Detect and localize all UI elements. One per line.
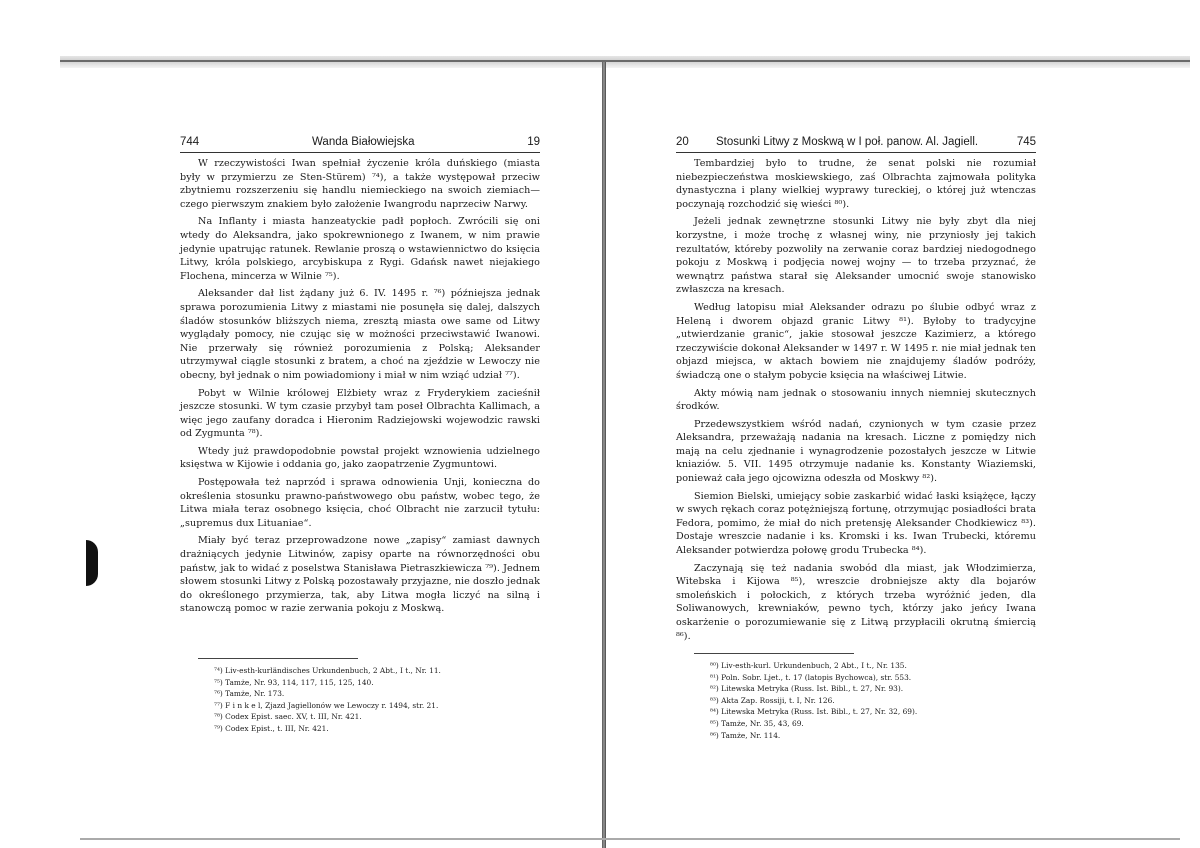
left-header-author: Wanda Białowiejska [312,136,415,148]
footnote: ⁷⁵) Tamże, Nr. 93, 114, 117, 115, 125, 140. [214,677,374,687]
left-footnotes-block [180,658,540,735]
binding-hole-mark [86,540,98,586]
right-body-text [676,157,1036,643]
footnote: ⁷⁴) Liv-esth-kurländisches Urkundenbuch, 2 Abt., I t., Nr. 11. [214,666,441,675]
paragraph: Na Inflanty i miasta hanzeatyckie padł popłoch. Zwrócili się oni wtedy do Aleksandra, jako spokrewnionego z Iwanem, w nim prawie jedynie upatrując ratunek. Rewlanie proszą o wstawiennictwo do księcia Litwy, króla polskiego, arcybiskupa z Rygi. Gdańsk nawet niejakiego Flochena, mincerza w Wilnie ⁷⁵). [180,216,540,282]
book-gutter [602,62,606,848]
footnote: ⁸⁰) Liv-esth-kurl. Urkundenbuch, 2 Abt., I t., Nr. 135. [710,661,907,670]
footnote: ⁸⁵) Tamże, Nr. 35, 43, 69. [710,718,804,728]
scan-edge-bottom [80,838,1180,840]
right-page-number: 745 [1016,136,1036,148]
paragraph: W rzeczywistości Iwan spełniał życzenie króla duńskiego (miasta były w przymierzu ze Sten-Stürem) ⁷⁴), a także występował przeciw zbytniemu rozszerzeniu się handlu niemieckiego na swoich ziemiach— czego pierwszym znakiem było założenie Iwangrodu naprzeciw Narwy. [180,158,540,210]
left-footnotes [180,665,540,735]
right-original-page-number: 20 [676,136,689,148]
footnote: ⁷⁶) Tamże, Nr. 173. [214,689,285,699]
right-header-title: Stosunki Litwy z Moskwą w I poł. panow. Al. Jagiell. [716,136,979,148]
left-page [180,130,540,616]
scan-edge-top [60,56,1190,68]
paragraph: Postępowała też naprzód i sprawa odnowienia Unji, konieczna do określenia stosunku prawno-państwowego obu państw, wobec tego, że Litwa miała teraz osobnego księcia, choć Olbracht nie zarzucił tytułu: „supremus dux Lituaniae“. [180,477,540,529]
footnote: ⁸²) Litewska Metryka (Russ. Ist. Bibl., t. 27, Nr. 93). [710,684,904,694]
left-footnote-rule [198,658,358,659]
paragraph: Pobyt w Wilnie królowej Elżbiety wraz z Fryderykiem zacieśnił jeszcze stosunki. W tym czasie przybył tam poseł Olbrachta Kallimach, a więc jego zaufany doradca i Hieronim Radziejowski wojewodzic rawski od Zygmunta ⁷⁸). [180,387,540,440]
paragraph: Jeżeli jednak zewnętrzne stosunki Litwy nie były zbyt dla niej korzystne, i może trochę z własnej winy, nie przyniosły jej takich rezultatów, któreby pozwoliły na zerwanie coraz bardziej niedogodnego pokoju z Moskwą i podjęcia nowej wojny — to trzeba przyznać, że wewnątrz państwa starał się Aleksander umocnić swoje stanowisko zwłaszcza na kresach. [676,216,1036,296]
scan-edge-line [60,60,1190,62]
right-page [676,130,1036,643]
footnote: ⁸³) Akta Zap. Rossiji, t. I, Nr. 126. [710,695,835,705]
right-footnotes-block [676,653,1036,741]
paragraph: Akty mówią nam jednak o stosowaniu innych niemniej skutecznych środków. [676,387,1036,413]
right-footnote-rule [694,653,854,654]
left-page-number: 744 [180,136,200,148]
left-running-head [180,130,540,152]
footnote: ⁸⁶) Tamże, Nr. 114. [710,730,781,740]
footnote: ⁸⁴) Litewska Metryka (Russ. Ist. Bibl., t. 27, Nr. 32, 69). [710,707,918,717]
right-running-head [676,130,1036,152]
paragraph: Miały być teraz przeprowadzone nowe „zapisy“ zamiast dawnych drażniących jedynie Litwinów, zapisy oparte na równorzędności obu państw, jak to widać z poselstwa Stanisława Pietraszkiewicza ⁷⁹). Jednem słowem stosunki Litwy z Polską pozostawały przyjazne, nie doszło jednak do określonego przymierza, tak, aby Litwa mogła liczyć na silną i stanowczą pomoc w razie zerwania pokoju z Moskwą. [180,535,540,615]
footnote: ⁷⁷) F i n k e l, Zjazd Jagiellonów we Lewoczy r. 1494, str. 21. [214,700,439,710]
paragraph: Zaczynają się też nadania swobód dla miast, jak Włodzimierza, Witebska i Kijowa ⁸⁵), wreszcie drobniejsze akty dla bojarów smoleńskich i połockich, z których trzeba wyróżnić jeden, dla Soliwanowych, krewniaków, pewno tych, którzy jako jeńcy Iwana oskarżenie o porozumiewanie się z Litwą przypłacili okrutną śmiercią ⁸⁶). [676,562,1036,642]
left-header-rule [180,152,540,153]
paragraph: Aleksander dał list żądany już 6. IV. 1495 r. ⁷⁶) późniejsza jednak sprawa porozumienia Litwy z miastami nie posunęła się dalej, dalszych śladów stosunków bliższych niema, zresztą miasta owe same od Litwy wyglądały pomocy, nie czując się w możności przeciwstawić Iwanowi. Nie przerwały się również porozumienia z Polską; Aleksander utrzymywał ciągle stosunki z bratem, a choć na zjeździe w Lewoczy nie obecny, był jednak o nim powiadomiony i miał w nim wziąć udział ⁷⁷). [180,288,540,381]
paragraph: Wtedy już prawdopodobnie powstał projekt wznowienia udzielnego księstwa w Kijowie i oddania go, jako zaopatrzenie Zygmuntowi. [180,445,540,471]
paragraph: Tembardziej było to trudne, że senat polski nie rozumiał niebezpieczeństwa moskiewskiego, zaś Olbrachta zajmowała polityka dynastyczna i plany wielkiej wyprawy tureckiej, o której już wtenczas poczynają rozchodzić się wieści ⁸⁰). [676,158,1036,210]
footnote: ⁷⁸) Codex Epist. saec. XV, t. III, Nr. 421. [214,712,362,722]
left-body-text [180,157,540,616]
right-header-rule [676,152,1036,153]
right-footnotes [676,660,1036,741]
left-original-page-number: 19 [527,136,540,148]
paragraph: Przedewszystkiem wśród nadań, czynionych w tym czasie przez Aleksandra, przeważają nadania na kresach. Liczne z pomiędzy nich mają na celu zjednanie i wynagrodzenie pozostałych jeszcze w Litwie kniaziów. 5. VII. 1495 otrzymuje nadanie ks. Konstanty Wiaziemski, ponieważ cała jego ojcowizna odeszła od Moskwy ⁸²). [676,418,1036,485]
footnote: ⁷⁹) Codex Epist., t. III, Nr. 421. [214,723,329,733]
paragraph: Siemion Bielski, umiejący sobie zaskarbić widać łaski książęce, łączy w swych rękach coraz potężniejszą fortunę, otrzymując posiadłości brata Fedora, pomimo, że miał do nich pretensję Aleksander Chodkiewicz ⁸³). Dostaje wreszcie nadanie i ks. Kromski i ks. Iwan Trubecki, któremu Aleksander potwierdza połowę grodu Trubecka ⁸⁴). [676,490,1036,557]
footnote: ⁸¹) Poln. Sobr. Ljet., t. 17 (latopis Bychowca), str. 553. [710,672,912,682]
paragraph: Według latopisu miał Aleksander odrazu po ślubie odbyć wraz z Heleną i dworem objazd granic Litwy ⁸¹). Byłoby to tradycyjne „utwierdzanie granic“, jakie stosował jeszcze Kazimierz, a którego rzeczywiście dokonał Aleksander w 1497 r. W 1495 r. nie miał jednak ten objazd miejsca, w aktach bowiem nie znajdujemy śladów podróży, świadczą one o stałym pobycie księcia na właściwej Litwie. [676,301,1036,381]
